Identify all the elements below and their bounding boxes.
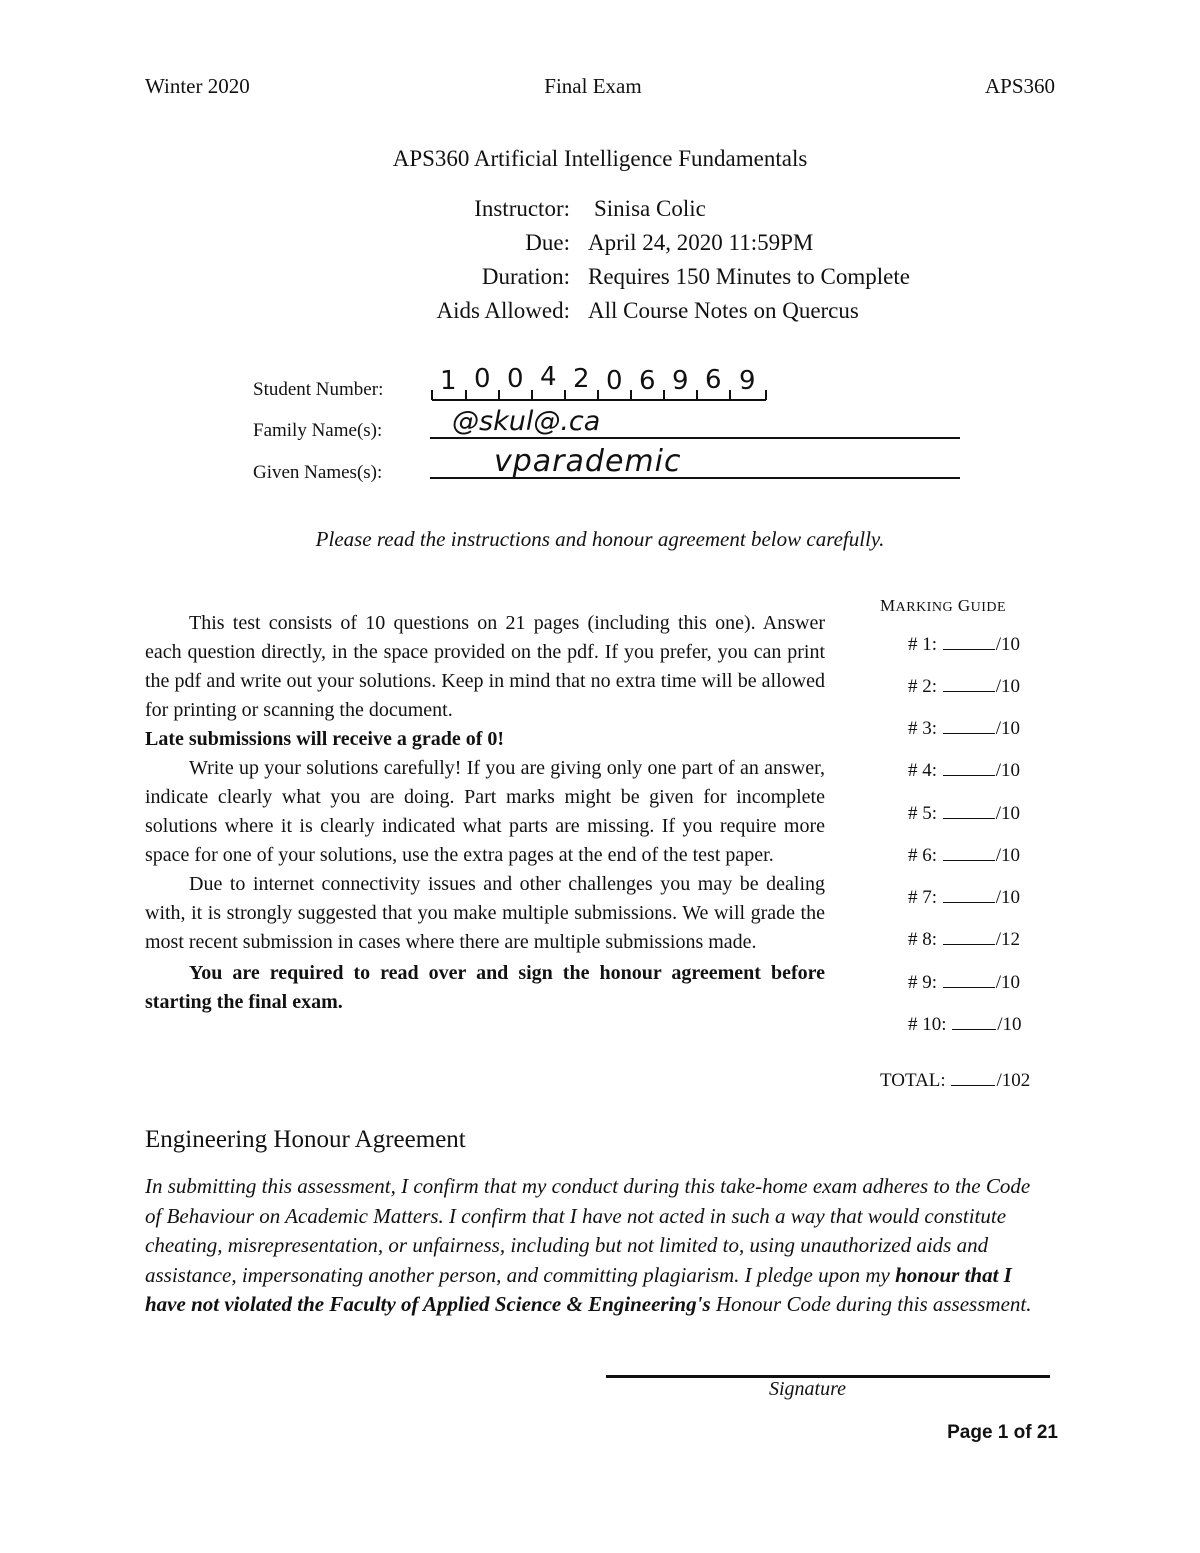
honour-requirement: You are required to read over and sign the honour agreement before starting the final exam.	[145, 962, 825, 1013]
family-name-field[interactable]: @skul@.ca	[452, 406, 601, 437]
student-digit: 4	[540, 362, 557, 392]
marking-row: # 5: /10	[908, 803, 1021, 824]
student-digit: 0	[474, 364, 491, 394]
honour-heading: Engineering Honour Agreement	[145, 1126, 466, 1153]
instructions-p3: Due to internet connectivity issues and other challenges you may be dealing with, it is strongly suggested that you make multiple submissions. We will grade the most recent submission in cases where there are multiple submissions made.	[145, 873, 825, 953]
marking-row: # 10: /10	[908, 1014, 1022, 1035]
student-digit: 9	[739, 366, 756, 396]
instructions-p2: Write up your solutions carefully! If you are giving only one part of an answer, indicate clearly what you are doing. Part marks might be given for incomplete solutions where it is clearly indicated what parts are missing. If you require more space for one of your solutions, use the extra pages at the end of the test paper.	[145, 757, 825, 866]
student-digit: 0	[507, 364, 524, 394]
student-digit: 2	[573, 364, 590, 394]
marking-row: # 2: /10	[908, 676, 1021, 697]
duration-value: Requires 150 Minutes to Complete	[588, 264, 910, 289]
marking-row: # 3: /10	[908, 718, 1021, 739]
header-right: APS360	[984, 74, 1055, 98]
aids-label: Aids Allowed:	[436, 298, 570, 323]
marking-guide-title: MARKING GUIDE	[880, 596, 1007, 615]
marking-row: # 8: /12	[908, 929, 1021, 950]
student-digit: 9	[672, 366, 689, 396]
family-name-label: Family Name(s):	[253, 420, 383, 441]
honour-bold-text: honour that I have not violated the Faculty of Applied Science & Engineering's	[145, 1262, 1012, 1316]
header-left: Winter 2020	[145, 74, 250, 98]
instructions-p1: This test consists of 10 questions on 21 pages (including this one). Answer each question directly, in the space provided on the pdf. If you prefer, you can print the pdf and write out your solutions. Keep in mind that no extra time will be allowed for printing or scanning the document.	[145, 612, 825, 721]
duration-label: Duration:	[481, 264, 570, 289]
marking-row: # 4: /10	[908, 760, 1021, 781]
marking-row: # 9: /10	[908, 972, 1021, 993]
late-submission-warning: Late submissions will receive a grade of 0!	[145, 728, 505, 750]
aids-value: All Course Notes on Quercus	[588, 298, 859, 323]
student-digit: 6	[639, 366, 656, 396]
student-number-label: Student Number:	[253, 379, 384, 400]
due-label: Due:	[525, 230, 570, 255]
instructor-label: Instructor:	[474, 196, 570, 221]
instructor-value: Sinisa Colic	[594, 196, 706, 221]
student-number-boxes[interactable]	[430, 362, 770, 402]
page-number: Page 1 of 21	[947, 1422, 1058, 1443]
marking-row: # 1: /10	[908, 634, 1021, 655]
instructions-notice: Please read the instructions and honour agreement below carefully.	[315, 527, 885, 551]
marking-row: # 6: /10	[908, 845, 1021, 866]
instructions-block	[145, 609, 825, 1017]
family-name-line	[430, 437, 960, 439]
due-value: April 24, 2020 11:59PM	[588, 230, 814, 255]
signature-label: Signature	[769, 1378, 847, 1400]
given-names-label: Given Names(s):	[253, 462, 383, 483]
student-digit: 6	[705, 365, 722, 395]
marking-row: # 7: /10	[908, 887, 1021, 908]
marking-total: TOTAL: /102	[880, 1070, 1031, 1091]
header-center: Final Exam	[544, 74, 642, 98]
student-digit: 1	[440, 366, 457, 396]
given-names-field[interactable]: vparademic	[494, 444, 682, 479]
student-digit: 0	[606, 366, 623, 396]
exam-title: APS360 Artificial Intelligence Fundamentals	[392, 146, 808, 171]
honour-text: In submitting this assessment, I confirm that my conduct during this take-home exam adheres to the Code of Behaviour on Academic Matters. I confirm that I have not acted in such a way that would constitute cheating, misrepresentation, or unfairness, including but not limited to, using unauthorized aids and assistance, impersonating another person, and committing plagiarism. I pledge upon my honour that I have not violated the Faculty of Applied Science & Engineering's Honour Code during this assessment.	[145, 1174, 1032, 1316]
